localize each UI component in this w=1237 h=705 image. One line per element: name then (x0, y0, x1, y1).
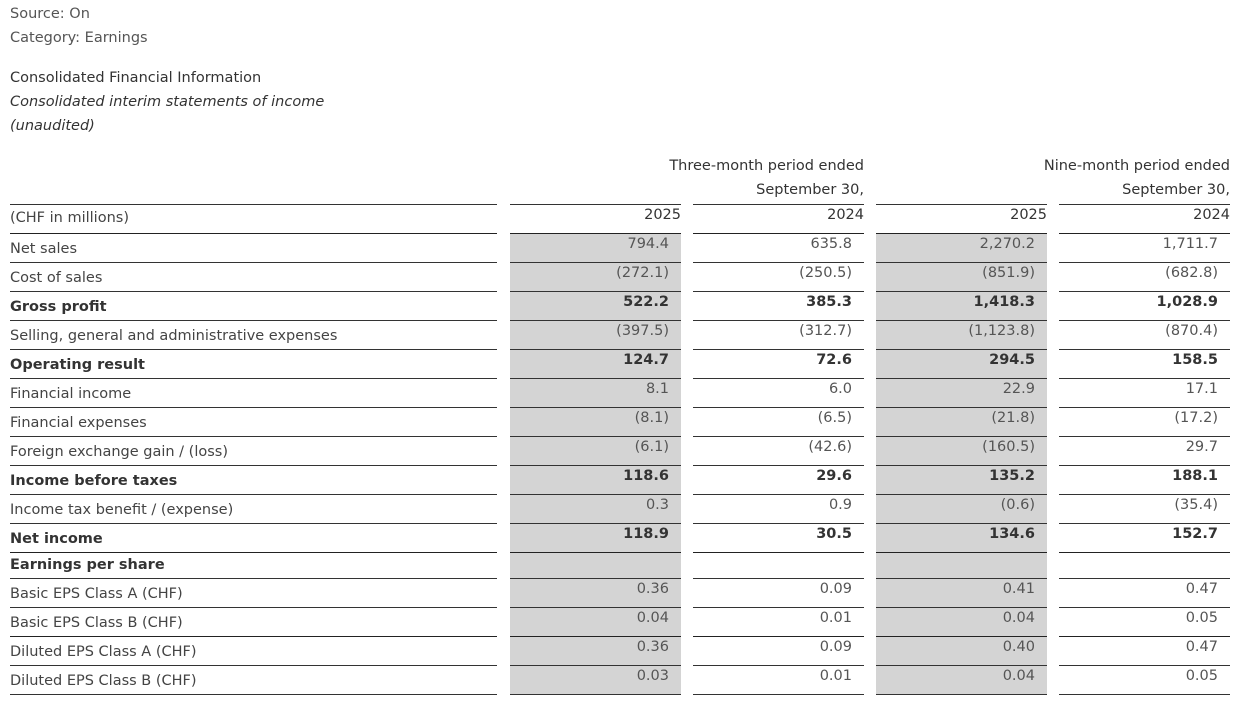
row-rule-col (693, 407, 864, 408)
row-value-operating-result: 294.5 (989, 352, 1035, 368)
row-value-financial-expenses: (17.2) (1174, 410, 1218, 426)
year-header: 2024 (827, 207, 864, 223)
row-value-net-sales: 635.8 (810, 236, 852, 252)
row-rule-col (510, 578, 681, 579)
row-rule-col (693, 465, 864, 466)
row-rule-label (10, 291, 497, 292)
row-value-net-income: 118.9 (623, 526, 669, 542)
row-rule-col (876, 578, 1047, 579)
row-value-diluted-eps-class-a-chf: 0.47 (1185, 639, 1218, 655)
row-rule-col (510, 233, 681, 234)
row-label-financial-income: Financial income (10, 386, 132, 402)
row-rule-col (1059, 465, 1230, 466)
row-value-financial-income: 22.9 (1002, 381, 1035, 397)
row-value-income-before-taxes: 118.6 (623, 468, 669, 484)
row-value-operating-result: 72.6 (816, 352, 852, 368)
row-label-diluted-eps-class-b-chf: Diluted EPS Class B (CHF) (10, 673, 197, 689)
row-value-diluted-eps-class-a-chf: 0.36 (636, 639, 669, 655)
statement-note: (unaudited) (10, 118, 95, 134)
year-header: 2024 (1193, 207, 1230, 223)
row-value-gross-profit: 1,418.3 (973, 294, 1035, 310)
row-rule-col (876, 349, 1047, 350)
row-rule-col (876, 436, 1047, 437)
row-value-selling-general-and-administrative-expenses: (1,123.8) (968, 323, 1035, 339)
year-header: 2025 (644, 207, 681, 223)
row-label-diluted-eps-class-a-chf: Diluted EPS Class A (CHF) (10, 644, 197, 660)
row-label-basic-eps-class-a-chf: Basic EPS Class A (CHF) (10, 586, 183, 602)
row-rule-col (876, 291, 1047, 292)
row-rule-col (1059, 636, 1230, 637)
period-header-nine-month-line2: September 30, (1122, 182, 1230, 198)
row-rule-col (1059, 494, 1230, 495)
row-rule-col (876, 465, 1047, 466)
row-rule-label (10, 494, 497, 495)
row-value-cost-of-sales: (250.5) (799, 265, 852, 281)
row-value-diluted-eps-class-b-chf: 0.01 (819, 668, 852, 684)
row-rule-col (510, 378, 681, 379)
row-value-selling-general-and-administrative-expenses: (312.7) (799, 323, 852, 339)
header-top-rule-col (510, 204, 681, 205)
source-line: Source: On (10, 6, 90, 22)
period-header-nine-month-line1: Nine-month period ended (1043, 158, 1230, 174)
row-value-cost-of-sales: (272.1) (616, 265, 669, 281)
row-rule-col (693, 233, 864, 234)
period-header-three-month-line2: September 30, (756, 182, 864, 198)
row-value-gross-profit: 385.3 (806, 294, 852, 310)
row-value-foreign-exchange-gain-loss: 29.7 (1185, 439, 1218, 455)
row-value-financial-income: 8.1 (645, 381, 669, 397)
row-label-cost-of-sales: Cost of sales (10, 270, 103, 286)
row-label-earnings-per-share: Earnings per share (10, 557, 165, 573)
row-rule-col (510, 465, 681, 466)
row-label-operating-result: Operating result (10, 357, 145, 373)
row-rule-label (10, 349, 497, 350)
table-bottom-rule-col (1059, 694, 1230, 695)
row-value-financial-expenses: (8.1) (634, 410, 669, 426)
row-value-income-before-taxes: 188.1 (1172, 468, 1218, 484)
row-value-operating-result: 124.7 (623, 352, 669, 368)
row-value-gross-profit: 1,028.9 (1156, 294, 1218, 310)
row-value-basic-eps-class-a-chf: 0.09 (819, 581, 852, 597)
row-rule-col (876, 552, 1047, 553)
header-top-rule-col (1059, 204, 1230, 205)
row-rule-col (693, 607, 864, 608)
row-label-income-before-taxes: Income before taxes (10, 473, 178, 489)
row-value-financial-expenses: (21.8) (991, 410, 1035, 426)
row-rule-col (876, 523, 1047, 524)
row-rule-label (10, 665, 497, 666)
row-value-income-before-taxes: 29.6 (816, 468, 852, 484)
row-value-diluted-eps-class-b-chf: 0.05 (1185, 668, 1218, 684)
row-rule-col (1059, 578, 1230, 579)
year-header: 2025 (1010, 207, 1047, 223)
row-value-net-income: 134.6 (989, 526, 1035, 542)
row-rule-col (510, 320, 681, 321)
row-rule-col (1059, 436, 1230, 437)
row-value-net-sales: 794.4 (627, 236, 669, 252)
row-value-financial-income: 6.0 (828, 381, 852, 397)
row-value-income-tax-benefit-expense: 0.3 (645, 497, 669, 513)
row-value-basic-eps-class-b-chf: 0.04 (1002, 610, 1035, 626)
row-value-net-sales: 2,270.2 (979, 236, 1035, 252)
row-value-net-income: 30.5 (816, 526, 852, 542)
row-value-financial-expenses: (6.5) (817, 410, 852, 426)
row-rule-col (1059, 523, 1230, 524)
row-rule-col (510, 607, 681, 608)
row-value-cost-of-sales: (851.9) (982, 265, 1035, 281)
row-value-income-tax-benefit-expense: (35.4) (1174, 497, 1218, 513)
row-rule-col (693, 523, 864, 524)
row-value-selling-general-and-administrative-expenses: (870.4) (1165, 323, 1218, 339)
row-rule-col (876, 262, 1047, 263)
row-rule-label (10, 523, 497, 524)
row-value-income-tax-benefit-expense: 0.9 (828, 497, 852, 513)
row-value-cost-of-sales: (682.8) (1165, 265, 1218, 281)
table-bottom-rule-col (510, 694, 681, 695)
row-rule-col (876, 320, 1047, 321)
row-label-foreign-exchange-gain-loss: Foreign exchange gain / (loss) (10, 444, 228, 460)
row-value-basic-eps-class-b-chf: 0.01 (819, 610, 852, 626)
row-rule-label (10, 407, 497, 408)
row-rule-col (510, 523, 681, 524)
row-rule-col (876, 636, 1047, 637)
row-rule-col (876, 665, 1047, 666)
row-rule-col (510, 407, 681, 408)
row-rule-col (510, 436, 681, 437)
row-label-selling-general-and-administrative-expenses: Selling, general and administrative expenses (10, 328, 338, 344)
row-rule-col (693, 494, 864, 495)
row-value-selling-general-and-administrative-expenses: (397.5) (616, 323, 669, 339)
row-rule-label (10, 378, 497, 379)
row-rule-col (1059, 665, 1230, 666)
row-rule-label (10, 465, 497, 466)
row-rule-col (693, 320, 864, 321)
row-rule-label (10, 262, 497, 263)
row-label-financial-expenses: Financial expenses (10, 415, 147, 431)
row-rule-col (1059, 262, 1230, 263)
table-bottom-rule-col (693, 694, 864, 695)
row-rule-col (693, 262, 864, 263)
row-rule-col (693, 552, 864, 553)
row-rule-col (693, 436, 864, 437)
row-rule-label (10, 607, 497, 608)
row-value-gross-profit: 522.2 (623, 294, 669, 310)
row-label-net-income: Net income (10, 531, 103, 547)
period-header-three-month-line1: Three-month period ended (669, 158, 864, 174)
row-rule-col (1059, 407, 1230, 408)
row-value-operating-result: 158.5 (1172, 352, 1218, 368)
row-rule-label (10, 436, 497, 437)
row-rule-col (510, 349, 681, 350)
row-rule-col (693, 665, 864, 666)
row-rule-col (1059, 320, 1230, 321)
row-value-foreign-exchange-gain-loss: (6.1) (634, 439, 669, 455)
row-rule-label (10, 636, 497, 637)
table-bottom-rule-col (876, 694, 1047, 695)
header-top-rule-label (10, 204, 497, 205)
row-rule-col (1059, 233, 1230, 234)
row-rule-label (10, 578, 497, 579)
row-rule-col (693, 578, 864, 579)
row-rule-col (510, 636, 681, 637)
row-rule-col (876, 494, 1047, 495)
row-rule-col (693, 291, 864, 292)
row-value-foreign-exchange-gain-loss: (160.5) (982, 439, 1035, 455)
row-value-diluted-eps-class-a-chf: 0.40 (1002, 639, 1035, 655)
row-rule-col (876, 233, 1047, 234)
row-value-diluted-eps-class-b-chf: 0.03 (636, 668, 669, 684)
row-value-basic-eps-class-b-chf: 0.04 (636, 610, 669, 626)
row-label-net-sales: Net sales (10, 241, 78, 257)
row-value-foreign-exchange-gain-loss: (42.6) (808, 439, 852, 455)
row-rule-col (1059, 349, 1230, 350)
row-rule-col (1059, 552, 1230, 553)
header-top-rule-col (693, 204, 864, 205)
unit-label: (CHF in millions) (10, 210, 129, 226)
row-value-diluted-eps-class-a-chf: 0.09 (819, 639, 852, 655)
section-title: Consolidated Financial Information (10, 70, 262, 86)
row-rule-col (693, 349, 864, 350)
row-value-income-tax-benefit-expense: (0.6) (1000, 497, 1035, 513)
row-value-diluted-eps-class-b-chf: 0.04 (1002, 668, 1035, 684)
row-rule-col (876, 378, 1047, 379)
row-rule-col (510, 262, 681, 263)
category-line: Category: Earnings (10, 30, 148, 46)
row-rule-col (510, 494, 681, 495)
row-value-financial-income: 17.1 (1185, 381, 1218, 397)
row-rule-col (693, 378, 864, 379)
row-value-net-sales: 1,711.7 (1162, 236, 1218, 252)
row-rule-col (876, 407, 1047, 408)
row-rule-col (1059, 378, 1230, 379)
row-rule-label (10, 552, 497, 553)
row-rule-label (10, 320, 497, 321)
row-value-net-income: 152.7 (1172, 526, 1218, 542)
row-label-gross-profit: Gross profit (10, 299, 107, 315)
row-rule-col (510, 291, 681, 292)
row-label-income-tax-benefit-expense: Income tax benefit / (expense) (10, 502, 234, 518)
row-value-basic-eps-class-a-chf: 0.47 (1185, 581, 1218, 597)
header-top-rule-col (876, 204, 1047, 205)
row-rule-col (876, 607, 1047, 608)
statement-title: Consolidated interim statements of income (10, 94, 325, 110)
row-rule-col (1059, 607, 1230, 608)
row-rule-col (510, 665, 681, 666)
row-rule-label (10, 233, 497, 234)
row-value-income-before-taxes: 135.2 (989, 468, 1035, 484)
row-rule-col (693, 636, 864, 637)
row-label-basic-eps-class-b-chf: Basic EPS Class B (CHF) (10, 615, 183, 631)
row-value-basic-eps-class-a-chf: 0.41 (1002, 581, 1035, 597)
row-rule-col (510, 552, 681, 553)
row-value-basic-eps-class-b-chf: 0.05 (1185, 610, 1218, 626)
row-value-basic-eps-class-a-chf: 0.36 (636, 581, 669, 597)
table-bottom-rule-label (10, 694, 497, 695)
row-rule-col (1059, 291, 1230, 292)
